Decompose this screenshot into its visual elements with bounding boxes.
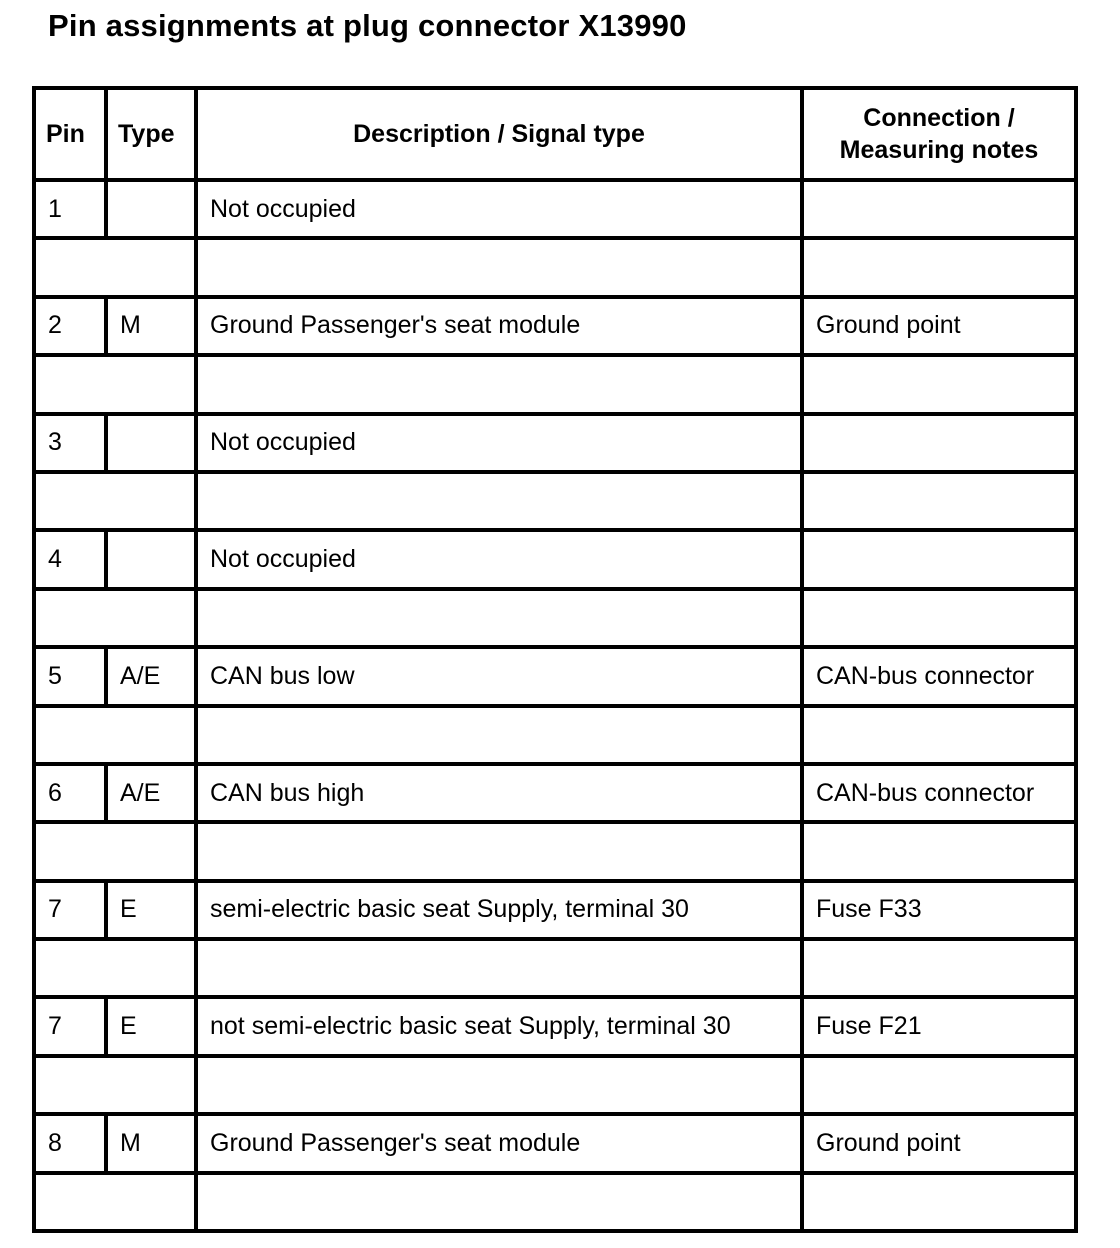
spacer-row bbox=[34, 1056, 1076, 1114]
header-pin: Pin bbox=[34, 88, 106, 180]
description-cell: Not occupied bbox=[196, 414, 802, 472]
table-row bbox=[34, 297, 1076, 355]
spacer-row bbox=[34, 822, 1076, 880]
notes-cell: CAN-bus connector bbox=[802, 647, 1076, 705]
type-cell: M bbox=[106, 297, 196, 355]
spacer-cell bbox=[802, 472, 1076, 530]
spacer-cell bbox=[802, 706, 1076, 764]
type-cell: A/E bbox=[106, 764, 196, 822]
spacer-cell bbox=[34, 706, 196, 764]
pin-cell: 4 bbox=[34, 530, 106, 588]
type-cell bbox=[106, 414, 196, 472]
spacer-cell bbox=[34, 1173, 196, 1231]
description-cell: Not occupied bbox=[196, 180, 802, 238]
spacer-cell bbox=[802, 589, 1076, 647]
type-cell bbox=[106, 180, 196, 238]
spacer-cell bbox=[802, 355, 1076, 413]
spacer-cell bbox=[196, 589, 802, 647]
spacer-cell bbox=[802, 1173, 1076, 1231]
pin-cell: 7 bbox=[34, 997, 106, 1055]
description-cell: Ground Passenger's seat module bbox=[196, 297, 802, 355]
pin-cell: 2 bbox=[34, 297, 106, 355]
spacer-cell bbox=[34, 1056, 196, 1114]
spacer-cell bbox=[802, 1056, 1076, 1114]
notes-cell bbox=[802, 414, 1076, 472]
spacer-cell bbox=[196, 238, 802, 296]
type-cell: E bbox=[106, 881, 196, 939]
spacer-cell bbox=[196, 822, 802, 880]
description-cell: CAN bus high bbox=[196, 764, 802, 822]
spacer-cell bbox=[34, 939, 196, 997]
type-cell: M bbox=[106, 1114, 196, 1172]
pin-cell: 8 bbox=[34, 1114, 106, 1172]
header-description: Description / Signal type bbox=[196, 88, 802, 180]
table-row bbox=[34, 414, 1076, 472]
pin-cell: 3 bbox=[34, 414, 106, 472]
spacer-cell bbox=[34, 355, 196, 413]
notes-cell bbox=[802, 180, 1076, 238]
spacer-row bbox=[34, 706, 1076, 764]
spacer-cell bbox=[34, 238, 196, 296]
spacer-row bbox=[34, 589, 1076, 647]
notes-cell: CAN-bus connector bbox=[802, 764, 1076, 822]
type-cell: A/E bbox=[106, 647, 196, 705]
page-title: Pin assignments at plug connector X13990 bbox=[48, 8, 687, 43]
table-row bbox=[34, 997, 1076, 1055]
header-notes: Connection / Measuring notes bbox=[802, 88, 1076, 180]
spacer-cell bbox=[802, 939, 1076, 997]
pin-assignment-table bbox=[32, 86, 1078, 1233]
notes-cell: Fuse F21 bbox=[802, 997, 1076, 1055]
table-row bbox=[34, 530, 1076, 588]
notes-cell: Ground point bbox=[802, 297, 1076, 355]
pin-cell: 6 bbox=[34, 764, 106, 822]
spacer-cell bbox=[34, 472, 196, 530]
notes-cell bbox=[802, 530, 1076, 588]
pin-cell: 7 bbox=[34, 881, 106, 939]
description-cell: Not occupied bbox=[196, 530, 802, 588]
table-body bbox=[34, 180, 1076, 1231]
type-cell bbox=[106, 530, 196, 588]
spacer-row bbox=[34, 238, 1076, 296]
spacer-cell bbox=[196, 472, 802, 530]
table-row bbox=[34, 1114, 1076, 1172]
spacer-row bbox=[34, 472, 1076, 530]
notes-cell: Fuse F33 bbox=[802, 881, 1076, 939]
spacer-row bbox=[34, 939, 1076, 997]
description-cell: CAN bus low bbox=[196, 647, 802, 705]
pin-cell: 1 bbox=[34, 180, 106, 238]
table-header-row bbox=[34, 88, 1076, 180]
spacer-cell bbox=[196, 1173, 802, 1231]
spacer-cell bbox=[34, 589, 196, 647]
table-row bbox=[34, 647, 1076, 705]
spacer-cell bbox=[196, 1056, 802, 1114]
spacer-cell bbox=[196, 706, 802, 764]
description-cell: Ground Passenger's seat module bbox=[196, 1114, 802, 1172]
spacer-cell bbox=[196, 939, 802, 997]
pin-cell: 5 bbox=[34, 647, 106, 705]
spacer-row bbox=[34, 355, 1076, 413]
spacer-cell bbox=[802, 238, 1076, 296]
table-row bbox=[34, 180, 1076, 238]
spacer-row bbox=[34, 1173, 1076, 1231]
type-cell: E bbox=[106, 997, 196, 1055]
description-cell: semi-electric basic seat Supply, terminal 30 bbox=[196, 881, 802, 939]
table-row bbox=[34, 764, 1076, 822]
spacer-cell bbox=[196, 355, 802, 413]
header-type: Type bbox=[106, 88, 196, 180]
spacer-cell bbox=[802, 822, 1076, 880]
description-cell: not semi-electric basic seat Supply, terminal 30 bbox=[196, 997, 802, 1055]
spacer-cell bbox=[34, 822, 196, 880]
table-row bbox=[34, 881, 1076, 939]
notes-cell: Ground point bbox=[802, 1114, 1076, 1172]
